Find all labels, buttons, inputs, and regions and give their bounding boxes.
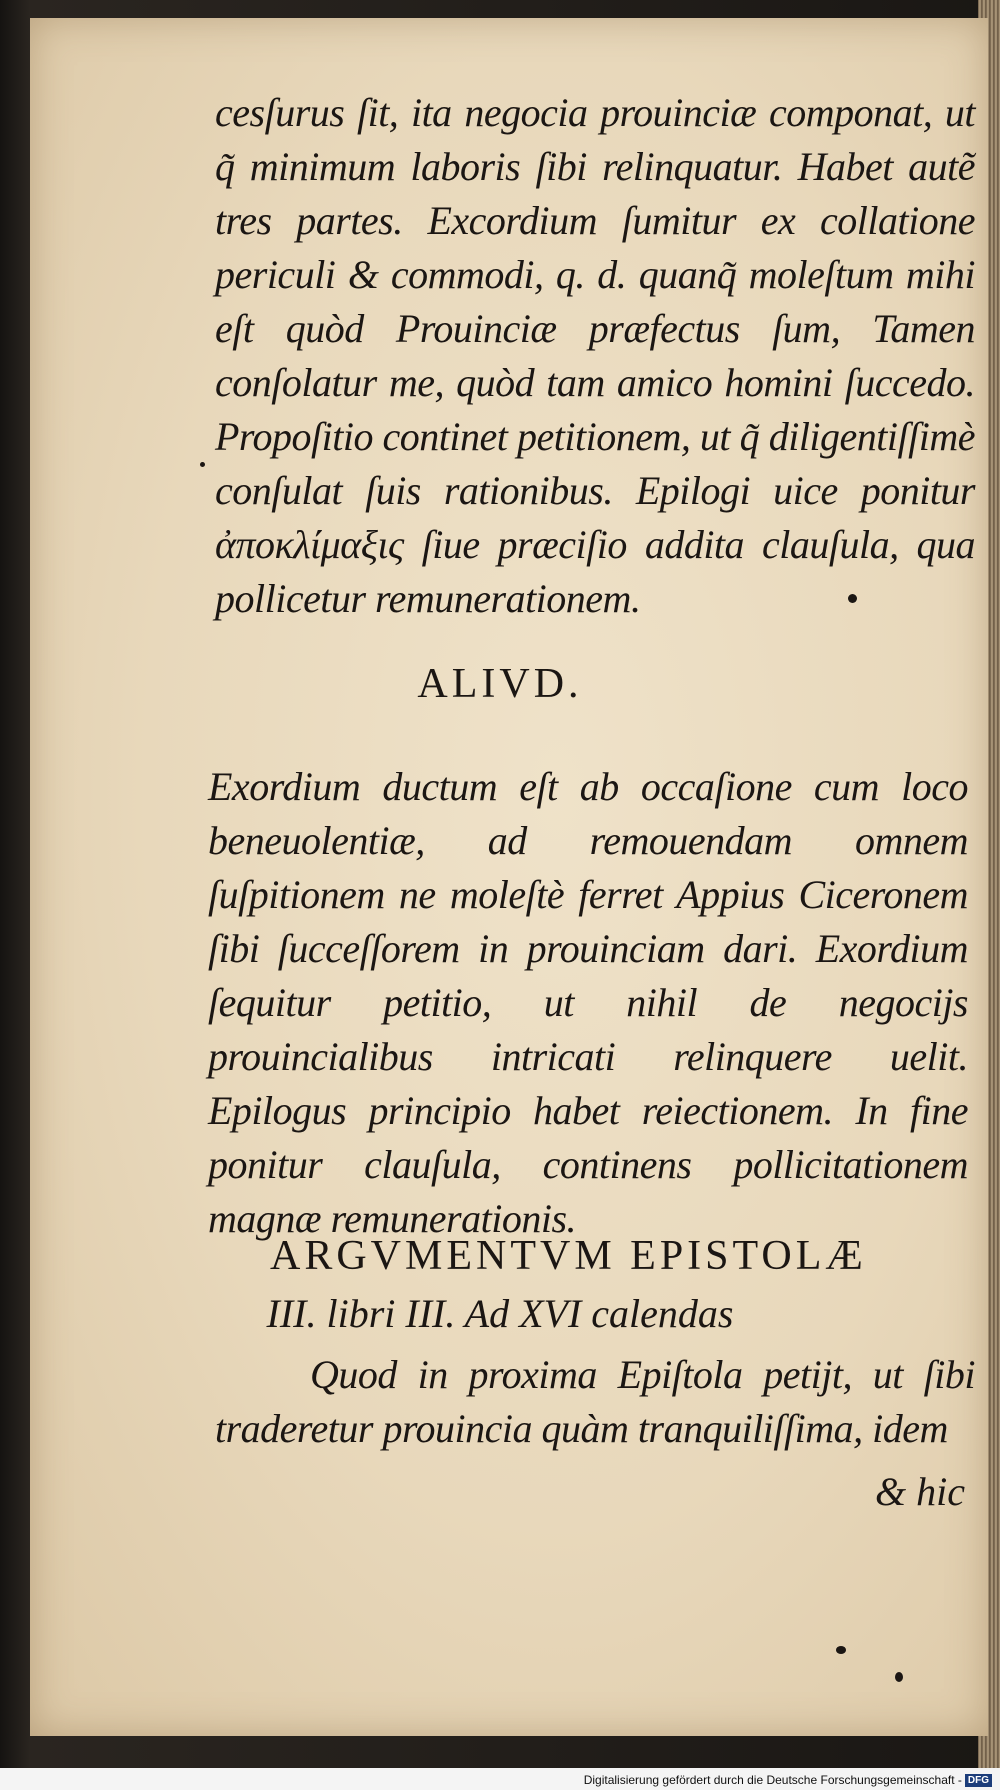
catchword: & hic bbox=[875, 1469, 965, 1514]
footer-credit-text: Digitalisierung gefördert durch die Deutsche Forschungsgemeinschaft - bbox=[583, 1772, 962, 1787]
ink-speck bbox=[200, 462, 205, 467]
paragraph-3-text: Quod in proxima Epiſtola petijt, ut ſibi traderetur prouincia quàm tranquiliſſima, idem bbox=[215, 1352, 975, 1451]
paragraph-1 bbox=[215, 86, 975, 626]
argument-title: ARGVMENTVM EPISTOLÆ bbox=[270, 1233, 867, 1279]
ink-speck bbox=[848, 594, 857, 603]
ink-speck bbox=[895, 1672, 903, 1682]
paragraph-2 bbox=[208, 760, 968, 1246]
footer-bar bbox=[0, 1768, 1000, 1790]
section-heading-aliud: ALIVD. bbox=[417, 661, 583, 707]
footer-credit bbox=[584, 1773, 992, 1787]
paragraph-2-text: Exordium ductum eſt ab occaſione cum loco beneuolentiæ, ad remouendam omnem ſuſpitionem ne moleſtè ferret Appius Ciceronem ſibi ſucceſſorem in prouinciam dari. Exordium ſequitur petitio, ut nihil de negocijs prouincialibus intricati relinquere uelit. Epilogus principio habet reiectionem. In fine ponitur clauſula, continens pollicitationem magnæ remunerationis. bbox=[208, 764, 968, 1241]
paragraph-3 bbox=[215, 1348, 975, 1456]
dfg-logo-icon: DFG bbox=[965, 1774, 992, 1787]
ink-speck bbox=[836, 1646, 846, 1654]
paragraph-1-text: cesſurus ſit, ita negocia prouinciæ componat, ut q̃ minimum laboris ſibi relinquatur. Habet autẽ tres partes. Excordium ſumitur ex collatione periculi & commodi, q. d. quanq̃ moleſtum mihi eſt quòd Prouinciæ præfectus ſum, Tamen conſolatur me, quòd tam amico homini ſuccedo. Propoſitio continet petitionem, ut q̃ diligentiſſimè conſulat ſuis rationibus. Epilogi uice ponitur ἀποκλίμαξις ſiue præciſio addita clauſula, qua pollicetur remunerationem. bbox=[215, 90, 975, 621]
argument-subtitle: III. libri III. Ad XVI calendas bbox=[266, 1291, 734, 1336]
